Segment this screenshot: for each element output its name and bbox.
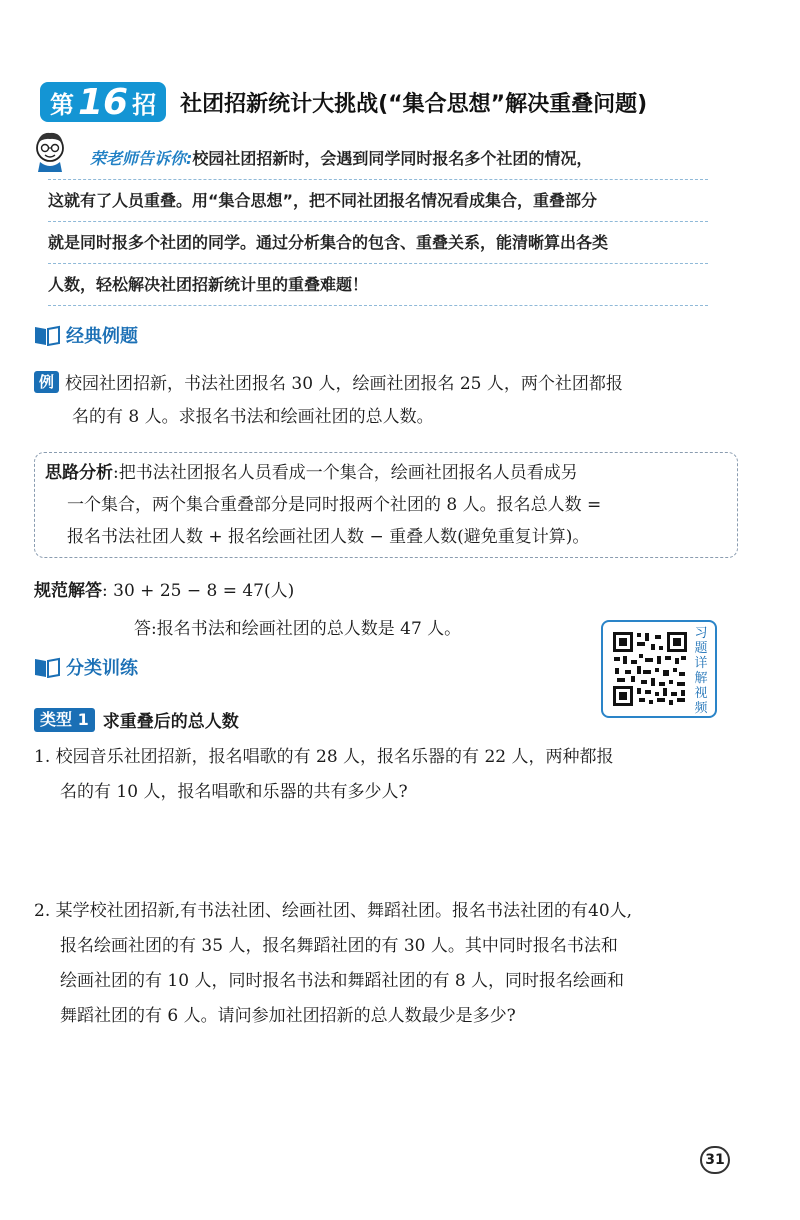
example-problem [34,368,754,434]
solution-answer: 答:报名书法和绘画社团的总人数是 47 人。 [134,619,462,639]
question-2-line-4: 舞蹈社团的有 6 人。请问参加社团招新的总人数最少是多少? [60,1006,516,1026]
tip-line-3: 就是同时报多个社团的同学。通过分析集合的包含、重叠关系，能清晰算出各类 [48,222,708,264]
solution-formula: : 30 + 25 − 8 = 47(人) [102,581,295,601]
qr-char: 题 [694,641,708,656]
analysis-box [34,452,738,558]
type1-tag: 类型 1 [34,708,95,732]
tip-line-2: 这就有了人员重叠。用“集合思想”，把不同社团报名情况看成集合，重叠部分 [48,180,708,222]
tip-line-4: 人数，轻松解决社团招新统计里的重叠难题！ [48,264,708,306]
qr-char: 视 [694,686,708,701]
section-example-title: 经典例题 [66,326,138,347]
qr-char: 解 [694,671,708,686]
tip-speaker: 荣老师告诉你: [90,149,193,168]
analysis-label: 思路分析 [45,463,113,483]
tip-text-1: 校园社团招新时，会遇到同学同时报名多个社团的情况， [192,149,593,168]
example-tag: 例 [34,371,59,393]
question-1 [34,740,764,810]
qr-code-icon[interactable] [611,630,689,708]
section-training-header [34,652,138,682]
solution [34,572,461,648]
question-2-line-2: 报名绘画社团的有 35 人，报名舞蹈社团的有 30 人。其中同时报名书法和 [60,936,618,956]
qr-video-box[interactable] [601,620,717,718]
book-icon [34,656,60,678]
type1-title: 求重叠后的总人数 [102,712,239,732]
solution-line-1 [34,572,461,610]
badge-number: 16 [78,81,129,123]
question-2-line-3: 绘画社团的有 10 人，同时报名书法和舞蹈社团的有 8 人，同时报名绘画和 [60,971,625,991]
qr-char: 频 [694,701,708,716]
teacher-tip [48,138,708,306]
question-2-line-1: 2. 某学校社团招新,有书法社团、绘画社团、舞蹈社团。报名书法社团的有40人, [34,901,633,921]
example-text-1: 校园社团招新，书法社团报名 30 人，绘画社团报名 25 人，两个社团都报 [65,374,623,394]
solution-label: 规范解答 [34,581,102,601]
tip-line-1 [48,138,708,180]
book-icon [34,324,60,346]
lesson-header [40,80,647,124]
analysis-line-2: 一个集合，两个集合重叠部分是同时报两个社团的 8 人。报名总人数 = [67,495,602,515]
badge-prefix: 第 [50,90,74,119]
analysis-line-1 [45,457,727,489]
analysis-text-1: :把书法社团报名人员看成一个集合，绘画社团报名人员看成另 [113,463,578,483]
example-line-1 [34,368,754,401]
qr-caption [693,626,709,716]
section-example-header [34,320,138,350]
page-number: 31 [700,1146,730,1174]
badge-suffix: 招 [132,90,157,119]
qr-char: 详 [694,656,708,671]
section-training-title: 分类训练 [66,658,138,679]
question-2 [34,894,764,1034]
type1-header [34,707,239,732]
question-1-line-2: 名的有 10 人，报名唱歌和乐器的共有多少人? [60,782,408,802]
qr-char: 习 [694,626,708,641]
example-line-2: 名的有 8 人。求报名书法和绘画社团的总人数。 [72,407,434,427]
lesson-title: 社团招新统计大挑战(“集合思想”解决重叠问题) [180,91,648,117]
analysis-line-3: 报名书法社团人数 + 报名绘画社团人数 − 重叠人数(避免重复计算)。 [67,527,590,547]
lesson-badge [40,82,166,122]
question-1-line-1: 1. 校园音乐社团招新，报名唱歌的有 28 人，报名乐器的有 22 人，两种都报 [34,747,614,767]
